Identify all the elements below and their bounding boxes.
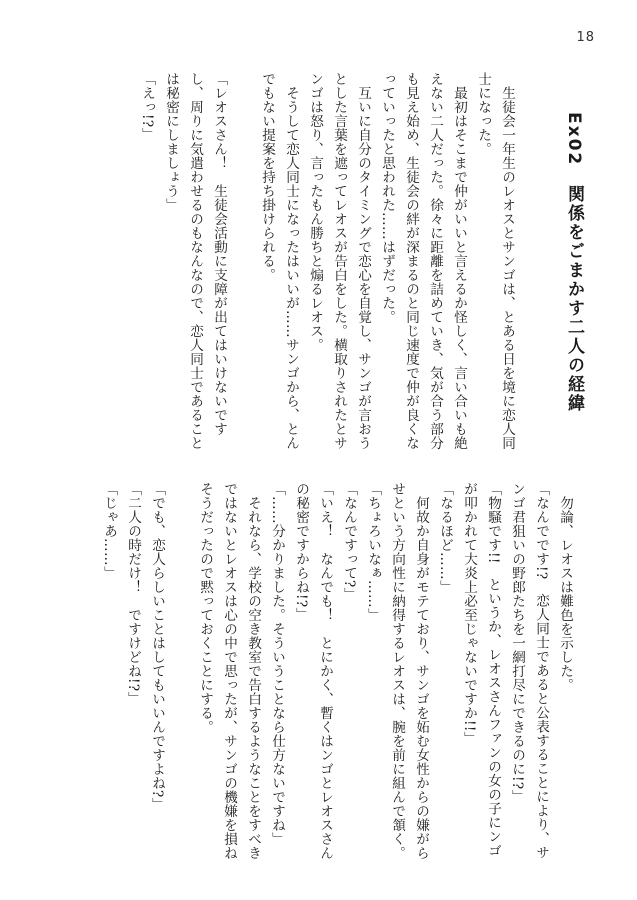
bottom-text-block [97,482,577,862]
text-line: 「レオスさん！ 生徒会活動に支障が出てはいけないです [211,72,227,436]
text-line: でもない提案を持ち掛けられる。 [259,72,275,282]
blank-line [231,72,255,462]
text-line: とした言葉を遮ってレオスが告白をした。横取りされたとサ [331,72,347,450]
text-line: ではないとレオスは心の中で思ったが、サンゴの機嫌を損ね [221,482,237,860]
text-line: し、周りに気遣わせるのもなんなので、恋人同士であること [187,72,203,450]
text-line: 士になった。 [475,72,491,156]
blank-line [169,482,193,862]
text-line: が叩かれて大炎上必至じゃないですか!!」 [461,482,477,746]
text-line: ンゴは怒り、言ったもん勝ちと煽るレオス。 [307,72,323,352]
text-line: えない二人だった。徐々に距離を詰めていき、気が合う部分 [427,72,443,450]
text-line: 「なるほど……」 [437,482,453,594]
text-line: 何故か自身がモテており、サンゴを妬む女性からの嫌がら [413,482,429,860]
text-line: っていったと思われた……はずだった。 [379,72,395,324]
text-line: 「……分かりました。そういうことなら仕方ないですね」 [269,482,285,846]
text-line: 「なんでです!? 恋人同士であると公表することにより、サ [533,482,549,860]
text-line: 「えっ!?」 [139,72,155,142]
text-line: 勿論、レオスは難色を示した。 [557,482,573,692]
top-text-block [135,72,519,462]
text-line: 生徒会一年生のレオスとサンゴは、とある日を境に恋人同 [499,72,515,450]
text-line: 互いに自分のタイミングで恋心を自覚し、サンゴが言おう [355,72,371,450]
text-line: ンゴ君狙いの野郎たちを一網打尽にできるのに!?」 [509,482,525,804]
text-line: 「ちょろいなぁ……」 [365,482,381,622]
text-line: 「いえ！ なんでも！ とにかく、暫くはンゴとレオスさん [317,482,333,860]
text-line: は秘密にしましょう」 [163,72,179,212]
chapter-title: Ex02 関係をごまかす二人の経緯 [564,112,584,414]
text-line: 「でも、恋人らしいことはしてもいいんですよね?」 [149,482,165,812]
text-line: そうして恋人同士になったはいいが……サンゴから、とん [283,72,299,450]
text-line: 「じゃあ……」 [101,482,117,580]
text-line: 「二人の時だけ！ ですけどね!?」 [125,482,141,706]
text-line: そうだったので黙っておくことにする。 [197,482,213,734]
text-line: も見え始め、生徒会の絆が深まるのと同じ速度で仲が良くな [403,72,419,450]
text-line: 「物騒です!! というか、レオスさんファンの女の子にンゴ [485,482,501,858]
text-line: の秘密ですからね!?」 [293,482,309,622]
text-line: せという方向性に納得するレオスは、腕を前に組んで頷く。 [389,482,405,860]
text-line: それなら、学校の空き教室で告白するようなことをすべき [245,482,261,860]
text-line: 「なんですって?」 [341,482,357,602]
text-line: 最初はそこまで仲がいいと言えるか怪しく、言い合いも絶 [451,72,467,450]
page-number: 18 [576,30,595,45]
